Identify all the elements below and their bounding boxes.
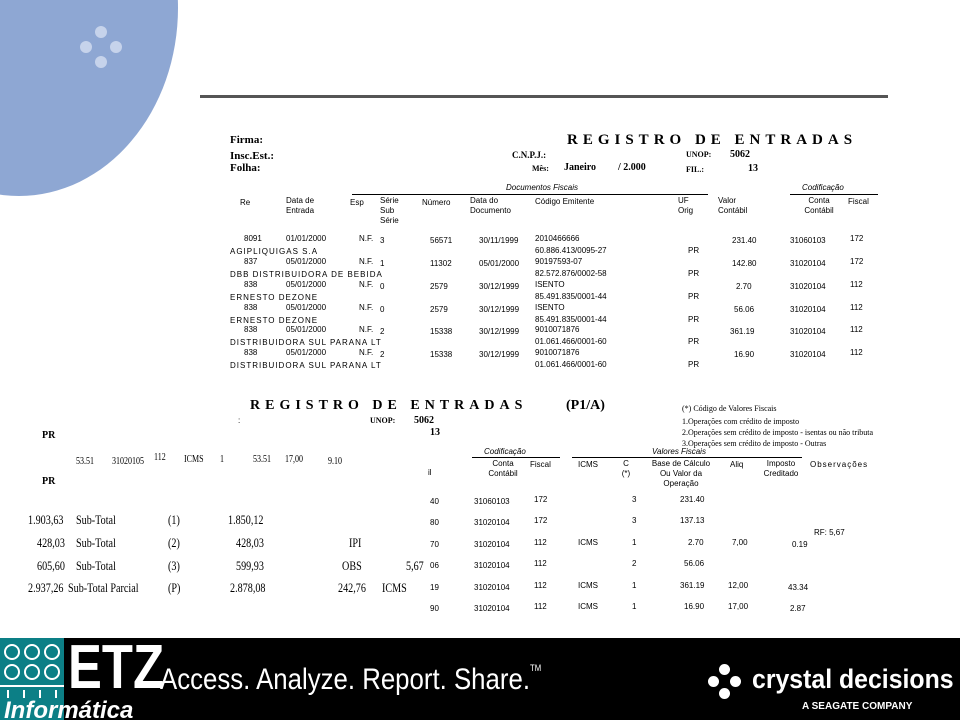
col-fiscal: Fiscal [848,197,869,206]
group-valores-fiscais: Valores Fiscais [652,447,706,456]
cell-c: 1 [632,581,637,590]
cell-serie: 0 [380,282,385,291]
cell-data-doc: 30/12/1999 [479,282,520,291]
subtotal-3-code: (3) [168,558,180,573]
cell-aliq: 12,00 [728,581,749,590]
note-1: 1.Operações com crédito de imposto [682,417,800,426]
detail-base: 53.51 [253,454,271,465]
cell-fiscal: 112 [850,325,863,334]
col-conta-contabil: Conta Contábil [804,196,834,215]
report-title-2: REGISTRO DE ENTRADAS [250,398,528,413]
cell-icms: ICMS [578,581,598,590]
cell-cnpj: 85.491.835/0001-44 [535,315,607,324]
cell-icms: ICMS [578,602,598,611]
cell-re: 838 [244,280,258,289]
cell-c: 1 [632,602,637,611]
report-sheet-bottom [232,396,932,618]
report-sheet-top [222,128,888,368]
cell-emitente-name: DISTRIBUIDORA SUL PARANA LT [230,338,382,347]
group-documentos-fiscais: Documentos Fiscais [506,183,579,192]
detail-value: 53.51 [76,456,94,467]
dots-icon [80,26,122,68]
cell-serie: 0 [380,305,385,314]
unop-label: UNOP: [686,150,712,159]
cell-base: 231.40 [680,495,705,504]
cell-base: 2.70 [688,538,704,547]
col-base-calculo: Base de Cálculo Ou Valor da Operação [651,459,711,488]
cell-data-doc: 30/12/1999 [479,350,520,359]
cell-uf: PR [688,337,700,346]
subtotal-1-code: (1) [168,512,180,527]
note-2: 2.Operações sem crédito de imposto - isentas ou não tributa [682,428,874,437]
cell-uf: PR [688,292,700,301]
detail-fiscal: 112 [154,452,166,463]
seagate-tagline: A SEAGATE COMPANY [802,701,913,712]
cell-numero: 2579 [430,305,448,314]
cell-esp: N.F. [359,280,374,289]
cell-serie: 2 [380,327,385,336]
cell-fiscal: 112 [850,280,863,289]
cell-valor: 16.90 [734,350,755,359]
cell-emitente-name: DISTRIBUIDORA SUL PARANA LT [230,361,382,368]
cell-serie: 3 [380,236,385,245]
cell-data: 05/01/2000 [286,257,327,266]
cell-data: 01/01/2000 [286,234,327,243]
cell-data: 05/01/2000 [286,280,327,289]
unop-value-2: 5062 [414,415,434,426]
col-cut: il [428,468,432,477]
cell-fiscal: 112 [534,581,547,590]
unop-value: 5062 [730,149,750,160]
cell-codigo: ISENTO [535,280,565,289]
mes-label: Mês: [532,164,549,173]
cell-codigo: 90197593-07 [535,257,583,266]
slogan-text: Access. Analyze. Report. Share. [160,663,530,696]
cell-conta: 31020104 [790,350,826,359]
cell-emitente-name: ERNESTO DEZONE [230,316,319,325]
cell-cut: 06 [430,561,439,570]
cell-valor: 56.06 [734,305,755,314]
col-imposto-creditado: Imposto Creditado [763,459,799,478]
cell-numero: 56571 [430,236,453,245]
cell-emitente-name: ERNESTO DEZONE [230,293,319,302]
cell-imposto: 0.19 [792,540,808,549]
cell-numero: 15338 [430,350,453,359]
detail-c: 1 [220,454,224,465]
cell-cnpj: 82.572.876/0002-58 [535,269,607,278]
cell-fiscal: 112 [534,559,547,568]
col-conta-contabil-2: Conta Contábil [488,459,518,478]
cell-codigo: 9010071876 [535,348,580,357]
slogan [160,663,541,697]
group-codificacao: Codificação [802,183,844,192]
cell-conta: 31020104 [790,327,826,336]
unop-label-2: UNOP: [370,416,396,425]
subtotal-2-label: Sub-Total [76,535,116,550]
cell-imposto: 43.34 [788,583,809,592]
cell-cut: 40 [430,497,439,506]
detail-imposto: 9.10 [328,456,342,467]
subtotal-3-label: Sub-Total [76,558,116,573]
subtotal-p-label: Sub-Total Parcial [68,580,139,595]
cell-conta: 31020104 [790,305,826,314]
cell-valor: 142.80 [732,259,757,268]
cell-fiscal: 172 [534,516,548,525]
subtotal-3-value: 599,93 [236,558,264,573]
firma-label: Firma: [230,134,263,146]
col-codigo-emitente: Código Emitente [535,197,595,206]
pr-label-1: PR [42,430,56,441]
cell-codigo: ISENTO [535,303,565,312]
cell-aliq: 17,00 [728,602,749,611]
cell-re: 838 [244,348,258,357]
col-data-entrada: Data de Entrada [286,196,315,215]
subtotal-1-label: Sub-Total [76,512,116,527]
subtotal-p-value: 2.878,08 [230,580,266,595]
cell-c: 3 [632,495,637,504]
pr-label-2: PR [42,476,56,487]
observacao-value: RF: 5,67 [814,528,845,537]
col-re: Re [240,198,251,207]
detail-aliq: 17,00 [285,454,303,465]
cell-fiscal: 172 [850,257,864,266]
cell-data-doc: 30/12/1999 [479,327,520,336]
cell-base: 16.90 [684,602,705,611]
cell-cnpj: 85.491.835/0001-44 [535,292,607,301]
fil-value-2: 13 [430,427,440,438]
cell-base: 361.19 [680,581,705,590]
cell-numero: 2579 [430,282,448,291]
subtotal-1-value: 1.850,12 [228,512,264,527]
cell-serie: 1 [380,259,385,268]
subtotal-2-value: 428,03 [236,535,264,550]
subtotal-1-a: 1.903,63 [28,512,64,527]
cell-cnpj: 01.061.466/0001-60 [535,360,607,368]
cell-codigo: 9010071876 [535,325,580,334]
cell-aliq: 7,00 [732,538,748,547]
cell-c: 1 [632,538,637,547]
col-observacoes: Observações [810,460,869,469]
cell-valor: 2.70 [736,282,752,291]
cell-uf: PR [688,360,700,368]
cell-codigo: 2010466666 [535,234,580,243]
cell-data-doc: 05/01/2000 [479,259,520,268]
cell-uf: PR [688,269,700,278]
cell-data-doc: 30/11/1999 [479,236,519,245]
col-numero: Número [422,198,451,207]
cell-cut: 80 [430,518,439,527]
cell-fiscal: 112 [850,303,863,312]
cell-re: 838 [244,325,258,334]
note-3: 3.Operações sem crédito de imposto - Outras [682,439,827,448]
cell-numero: 15338 [430,327,453,336]
cell-fiscal: 172 [850,234,864,243]
detail-icms: ICMS [184,454,204,465]
colon-mark: : [238,416,241,425]
cell-esp: N.F. [359,303,374,312]
cell-cnpj: 01.061.466/0001-60 [535,337,607,346]
subtotal-3-extra: 5,67 [406,558,424,573]
cell-conta: 31020104 [474,518,510,527]
col-icms: ICMS [578,460,598,469]
subtotal-p-a: 2.937,26 [28,580,64,595]
cell-numero: 11302 [430,259,452,268]
cell-esp: N.F. [359,234,374,243]
cell-cut: 19 [430,583,439,592]
folha-label: Folha: [230,162,261,174]
subtotal-2-a: 428,03 [37,535,65,550]
cell-fiscal: 172 [534,495,548,504]
cell-valor: 231.40 [732,236,757,245]
cell-data: 05/01/2000 [286,303,327,312]
cell-cut: 90 [430,604,439,613]
cell-fiscal: 112 [534,538,547,547]
notes-title: (*) Código de Valores Fiscais [682,404,777,413]
cnpj-label: C.N.P.J.: [512,150,547,160]
cell-re: 8091 [244,234,262,243]
cell-base: 56.06 [684,559,705,568]
cell-uf: PR [688,315,700,324]
insc-label: Insc.Est.: [230,150,275,162]
cell-base: 137.13 [680,516,705,525]
col-uf-orig: UF Orig [678,196,694,215]
cell-imposto: 2.87 [790,604,806,613]
ano-value: / 2.000 [618,162,646,173]
cell-data: 05/01/2000 [286,325,327,334]
col-serie: Série Sub Série [380,196,399,225]
cell-fiscal: 112 [850,348,863,357]
cell-conta: 31020104 [474,604,510,613]
cell-cut: 70 [430,540,439,549]
subtotal-p-code: (P) [168,580,181,595]
cell-c: 2 [632,559,637,568]
crystal-decisions-logo: crystal decisions [752,664,954,694]
detail-conta: 31020105 [112,456,144,467]
cell-uf: PR [688,246,700,255]
cell-data: 05/01/2000 [286,348,327,357]
col-valor-contabil: Valor Contábil [718,196,748,215]
cell-esp: N.F. [359,348,374,357]
cell-serie: 2 [380,350,385,359]
cell-conta: 31020104 [790,259,826,268]
top-rule [200,95,888,98]
subtotal-2-tax: IPI [349,535,362,550]
subtotal-p-tax-value: 242,76 [338,580,366,595]
cell-emitente-name: AGIPLIQUIGAS S.A [230,247,319,256]
cell-re: 837 [244,257,258,266]
cell-emitente-name: DBB DISTRIBUIDORA DE BEBIDA [230,270,383,279]
cell-esp: N.F. [359,325,374,334]
cell-conta: 31020104 [474,583,510,592]
cell-esp: N.F. [359,257,374,266]
cell-valor: 361.19 [730,327,755,336]
etz-logo-text: ETZ [68,633,165,702]
cell-data-doc: 30/12/1999 [479,305,520,314]
col-fiscal-2: Fiscal [530,460,551,469]
col-c: C (*) [621,459,631,478]
mes-value: Janeiro [564,162,597,173]
cell-conta: 31020104 [474,561,510,570]
cell-c: 3 [632,516,637,525]
cell-conta: 31020104 [474,540,510,549]
etz-logo-subtitle: Informática [4,697,134,720]
col-data-documento: Data do Documento [470,196,511,215]
cell-fiscal: 112 [534,602,547,611]
cell-conta: 31060103 [474,497,510,506]
subtotal-3-a: 605,60 [37,558,65,573]
report-title: REGISTRO DE ENTRADAS [567,132,858,148]
fil-label: FIL.: [686,165,704,174]
cell-conta: 31060103 [790,236,826,245]
trademark: TM [529,663,542,673]
fil-value: 13 [748,163,758,174]
cell-icms: ICMS [578,538,598,547]
col-esp: Esp [350,198,364,207]
cell-cnpj: 60.886.413/0095-27 [535,246,607,255]
subtotal-2-code: (2) [168,535,180,550]
cell-conta: 31020104 [790,282,826,291]
col-aliq: Aliq [730,460,744,469]
group-codificacao-2: Codificação [484,447,526,456]
cell-re: 838 [244,303,258,312]
subtotal-3-tax: OBS [342,558,362,573]
subtotal-p-tax: ICMS [382,580,407,595]
page-code: (P1/A) [566,398,605,413]
